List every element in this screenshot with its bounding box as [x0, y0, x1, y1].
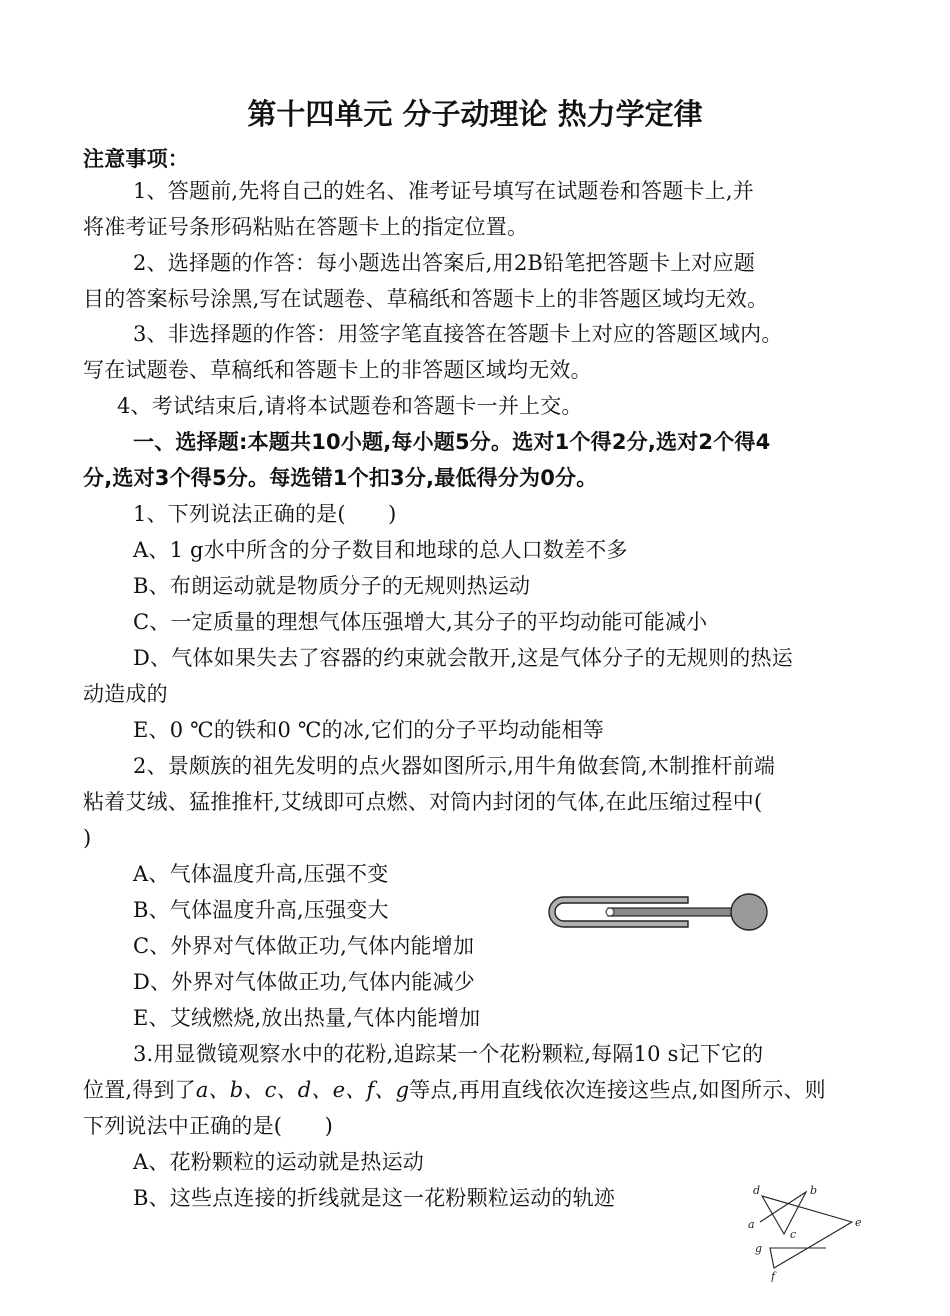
- q3-option-b: B、这些点连接的折线就是这一花粉颗粒运动的轨迹: [133, 1186, 616, 1210]
- q1-option-e: E、0 ℃的铁和0 ℃的冰,它们的分子平均动能相等: [133, 718, 605, 742]
- fire-piston-figure: [540, 888, 772, 938]
- section-heading-line-2: 分,选对3个得5分。每选错1个扣3分,最低得分为0分。: [83, 466, 598, 490]
- point-label-f: f: [771, 1270, 776, 1282]
- q2-option-a: A、气体温度升高,压强不变: [133, 862, 389, 886]
- point-label-a: a: [748, 1218, 755, 1231]
- point-label-b: b: [810, 1184, 818, 1197]
- tinder: [606, 908, 614, 916]
- push-rod: [608, 908, 740, 916]
- notice-item-2-line-1: 2、选择题的作答：每小题选出答案后,用2B铅笔把答题卡上对应题: [133, 251, 756, 275]
- q2-option-c: C、外界对气体做正功,气体内能增加: [133, 934, 475, 958]
- q2-option-b: B、气体温度升高,压强变大: [133, 898, 389, 922]
- page-title: 第十四单元 分子动理论 热力学定律: [247, 97, 703, 131]
- q3-stem-line-2-pre: 位置,得到了: [83, 1078, 196, 1102]
- q3-stem-line-1: 3.用显微镜观察水中的花粉,追踪某一个花粉颗粒,每隔10 s记下它的: [133, 1042, 764, 1066]
- brownian-path-figure: [740, 1176, 870, 1282]
- path-polyline: [760, 1192, 852, 1268]
- notice-item-3-line-1: 3、非选择题的作答：用签字笔直接答在答题卡上对应的答题区域内。: [133, 322, 783, 346]
- q2-option-e: E、艾绒燃烧,放出热量,气体内能增加: [133, 1006, 481, 1030]
- notice-item-1-line-2: 将准考证号条形码粘贴在答题卡上的指定位置。: [83, 215, 529, 239]
- q2-option-d: D、外界对气体做正功,气体内能减少: [133, 970, 475, 994]
- q2-stem-line-1: 2、景颇族的祖先发明的点火器如图所示,用牛角做套筒,木制推杆前端: [133, 754, 776, 778]
- notice-item-1-line-1: 1、答题前,先将自己的姓名、准考证号填写在试题卷和答题卡上,并: [133, 179, 754, 203]
- point-label-c: c: [790, 1228, 797, 1241]
- point-label-g: g: [755, 1242, 763, 1255]
- q2-stem-line-2: 粘着艾绒、猛推推杆,艾绒即可点燃、对筒内封闭的气体,在此压缩过程中(: [83, 790, 763, 814]
- q1-option-d-line-1: D、气体如果失去了容器的约束就会散开,这是气体分子的无规则的热运: [133, 646, 793, 670]
- section-heading-line-1: 一、选择题:本题共10小题,每小题5分。选对1个得2分,选对2个得4: [133, 430, 771, 454]
- point-label-e: e: [855, 1216, 862, 1229]
- q1-option-d-line-2: 动造成的: [83, 682, 168, 706]
- q1-stem: 1、下列说法正确的是( ): [133, 502, 397, 526]
- notice-heading: 注意事项：: [83, 147, 189, 171]
- q1-option-b: B、布朗运动就是物质分子的无规则热运动: [133, 574, 531, 598]
- q3-point-letters: a、b、c、d、e、f、g: [195, 1078, 410, 1102]
- q1-option-a: A、1 g水中所含的分子数目和地球的总人口数差不多: [133, 538, 628, 562]
- notice-item-4: 4、考试结束后,请将本试题卷和答题卡一并上交。: [117, 394, 583, 418]
- q2-stem-line-3: ): [83, 826, 92, 850]
- q3-stem-line-2: [83, 1075, 826, 1105]
- q3-stem-line-2-post: 等点,再用直线依次连接这些点,如图所示、则: [409, 1078, 826, 1102]
- q3-option-a: A、花粉颗粒的运动就是热运动: [133, 1150, 424, 1174]
- notice-item-2-line-2: 目的答案标号涂黑,写在试题卷、草稿纸和答题卡上的非答题区域均无效。: [83, 287, 769, 311]
- point-label-d: d: [753, 1184, 761, 1197]
- q3-stem-line-3: 下列说法中正确的是( ): [83, 1114, 333, 1138]
- notice-item-3-line-2: 写在试题卷、草稿纸和答题卡上的非答题区域均无效。: [83, 358, 592, 382]
- rod-knob: [731, 894, 767, 930]
- q1-option-c: C、一定质量的理想气体压强增大,其分子的平均动能可能减小: [133, 610, 708, 634]
